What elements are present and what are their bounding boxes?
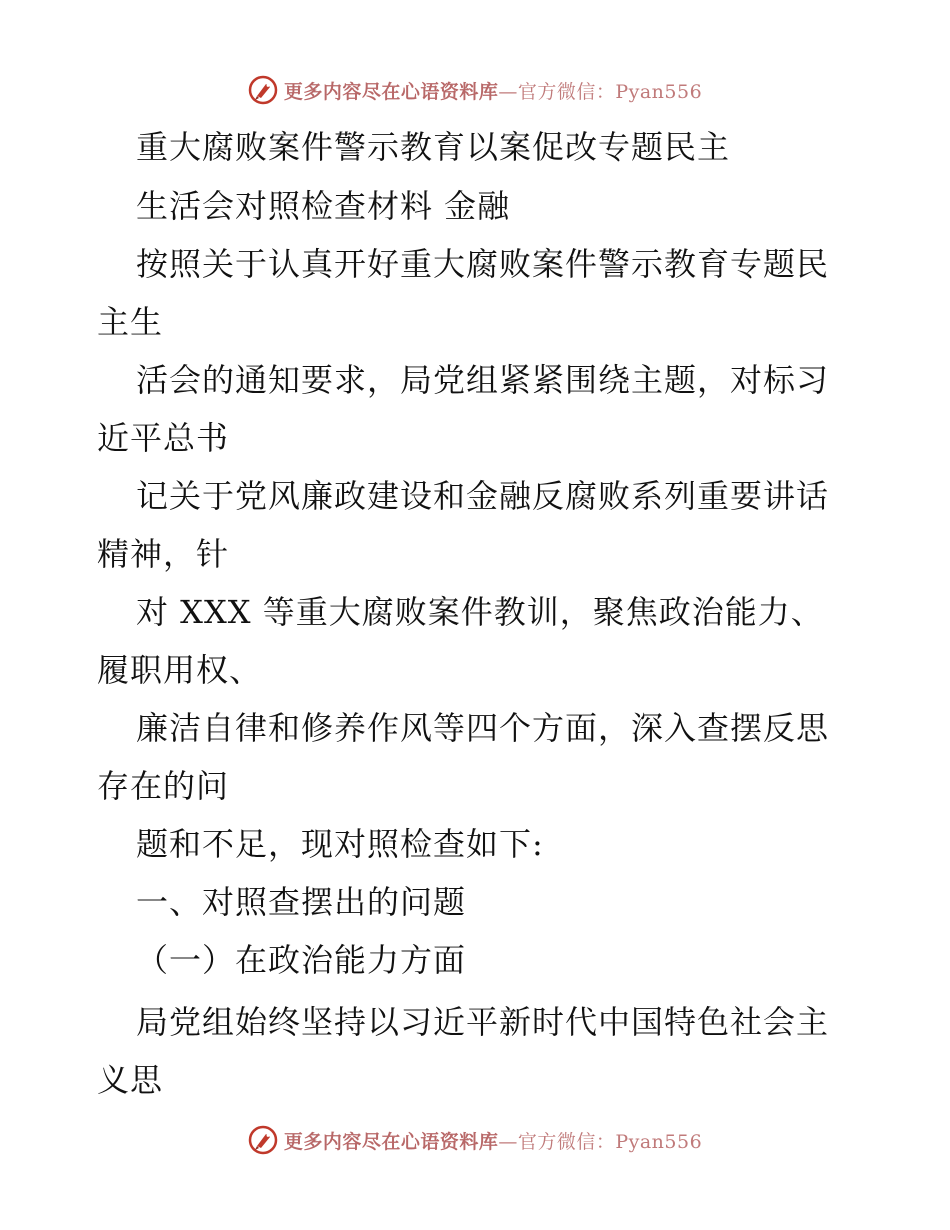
doc-paragraph-line: 履职用权、 [97, 651, 263, 689]
section-heading-1: 一、对照查摆出的问题 [136, 883, 467, 921]
doc-title-line-1: 重大腐败案件警示教育以案促改专题民主 [136, 128, 731, 166]
banner-wechat: 官方微信：Pyan556 [517, 1130, 703, 1153]
doc-paragraph-line: 义思 [97, 1061, 164, 1099]
doc-paragraph-line: 活会的通知要求，局党组紧紧围绕主题，对标习 [136, 361, 830, 399]
banner-site-name: 更多内容尽在心语资料库 [283, 1130, 499, 1153]
banner-dash: — [498, 1130, 518, 1153]
doc-paragraph-line: 主生 [97, 303, 164, 341]
doc-paragraph-line: 记关于党风廉政建设和金融反腐败系列重要讲话 [136, 477, 830, 515]
doc-paragraph-line: 按照关于认真开好重大腐败案件警示教育专题民 [136, 245, 830, 283]
banner-wechat: 官方微信：Pyan556 [517, 80, 703, 103]
doc-title-line-2: 生活会对照检查材料 金融 [136, 187, 511, 225]
doc-paragraph-line: 局党组始终坚持以习近平新时代中国特色社会主 [136, 1003, 830, 1041]
pen-nib-logo-icon [248, 1125, 278, 1155]
doc-paragraph-line: 廉洁自律和修养作风等四个方面，深入查摆反思 [136, 709, 830, 747]
doc-paragraph-line: 题和不足，现对照检查如下: [136, 825, 544, 863]
banner-text [284, 1127, 702, 1154]
subsection-heading-1: （一）在政治能力方面 [136, 941, 467, 979]
doc-paragraph-line: 存在的问 [97, 767, 230, 805]
doc-paragraph-line: 对 XXX 等重大腐败案件教训，聚焦政治能力、 [136, 593, 824, 631]
footer-banner [0, 1120, 950, 1160]
doc-paragraph-line: 近平总书 [97, 419, 230, 457]
doc-paragraph-line: 精神，针 [97, 535, 230, 573]
banner-dash: — [498, 80, 518, 103]
banner-site-name: 更多内容尽在心语资料库 [283, 80, 499, 103]
